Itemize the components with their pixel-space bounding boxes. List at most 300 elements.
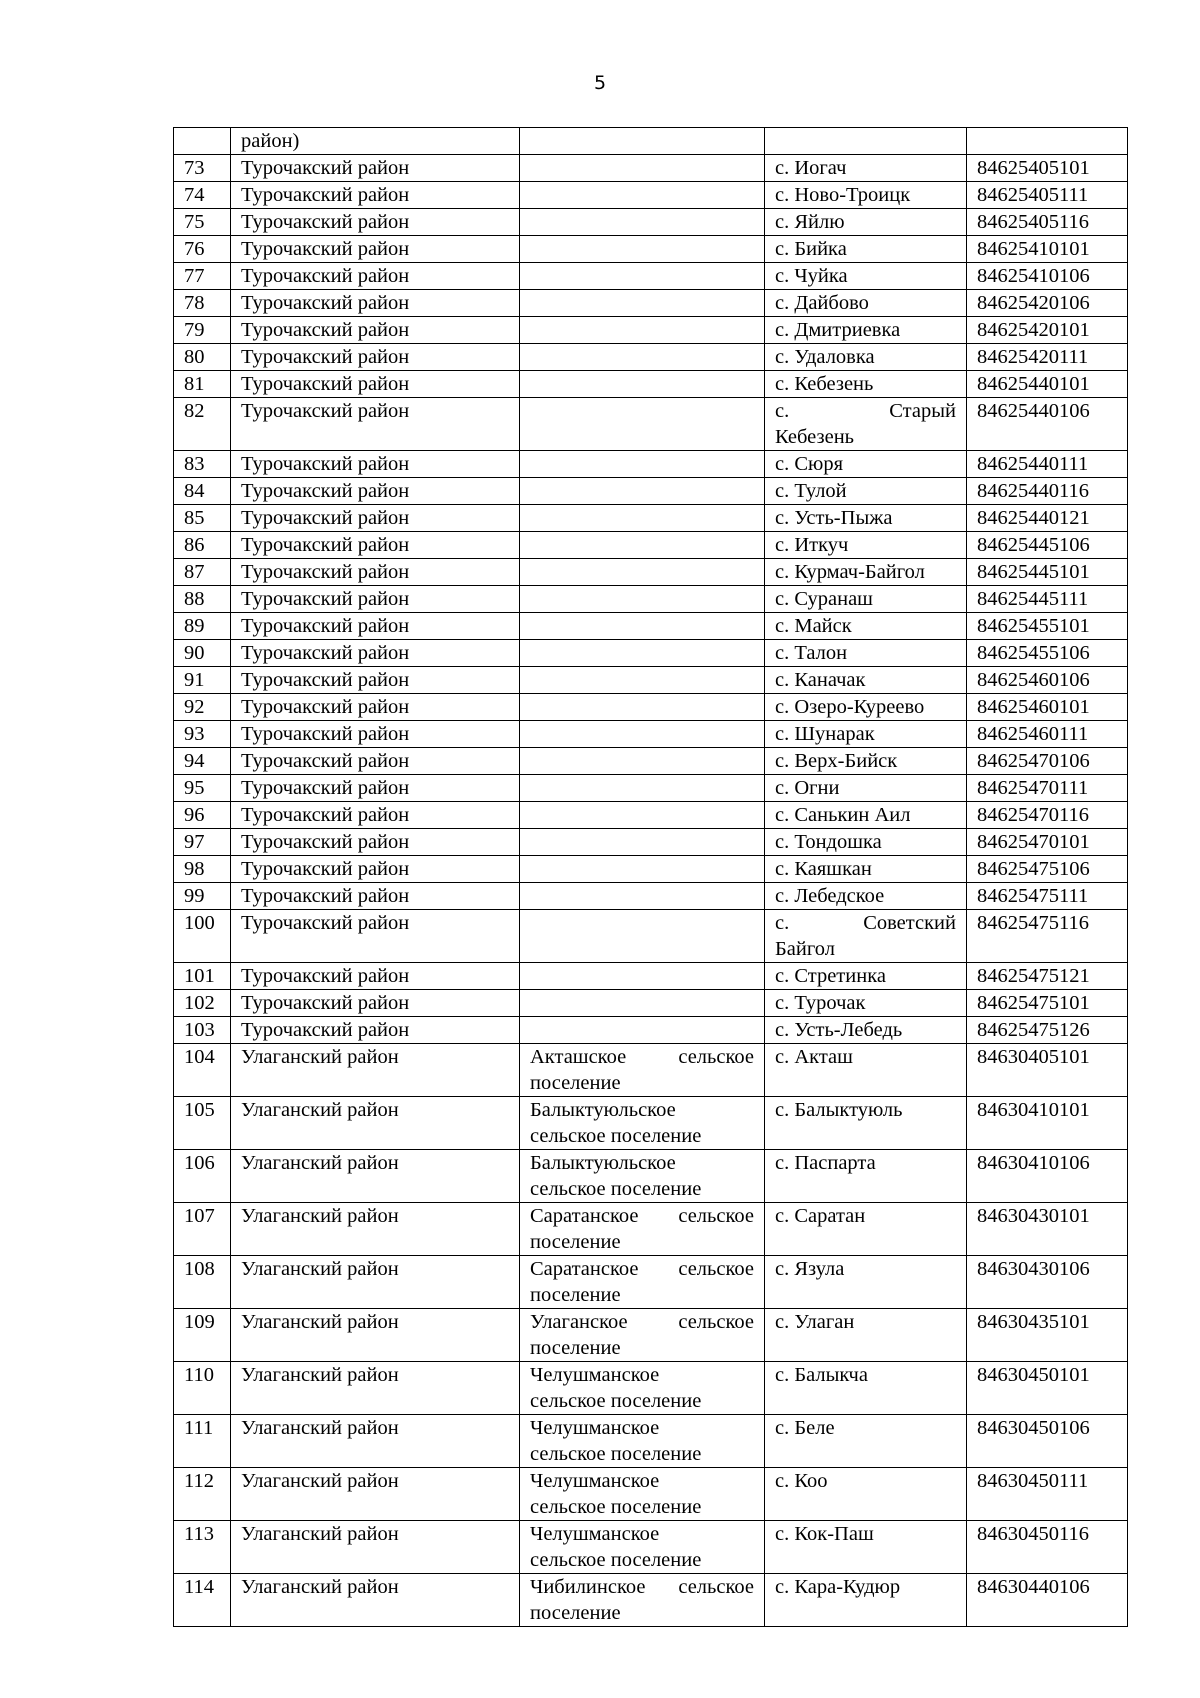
settlement-cell [520,1044,765,1097]
oktmo-code-cell: 84625455106 [967,640,1128,667]
settlement-line: Балыктуюльское [530,1099,676,1121]
village-cell: с. Талон [765,640,967,667]
district-cell: Турочакский район [231,317,520,344]
oktmo-code-cell: 84625445106 [967,532,1128,559]
oktmo-code-cell: 84630430101 [967,1203,1128,1256]
settlement-cell [520,317,765,344]
district-cell: Турочакский район [231,856,520,883]
district-cell: Турочакский район [231,910,520,963]
row-number: 73 [174,155,231,182]
row-number: 82 [174,398,231,451]
village-cell: с. Кебезень [765,371,967,398]
district-cell: Турочакский район [231,478,520,505]
district-cell: Улаганский район [231,1362,520,1415]
village-cell: с. Бийка [765,236,967,263]
row-number: 96 [174,802,231,829]
district-cell: район) [231,128,520,155]
settlement-cell [520,155,765,182]
settlement-cell [520,856,765,883]
oktmo-code-cell: 84625420101 [967,317,1128,344]
row-number: 91 [174,667,231,694]
village-cell: с. Дайбово [765,290,967,317]
settlement-cell [520,344,765,371]
district-cell: Турочакский район [231,1017,520,1044]
oktmo-code-cell: 84630450111 [967,1468,1128,1521]
settlement-cell [520,1017,765,1044]
village-cell: с. Улаган [765,1309,967,1362]
table-row [174,667,1128,694]
district-cell: Улаганский район [231,1468,520,1521]
row-number: 75 [174,209,231,236]
oktmo-code-cell: 84625475126 [967,1017,1128,1044]
village-cell: с. Курмач-Байгол [765,559,967,586]
settlement-cell [520,371,765,398]
oktmo-code-cell: 84625475116 [967,910,1128,963]
table-row [174,1097,1128,1150]
oktmo-code-cell: 84625470116 [967,802,1128,829]
district-cell: Улаганский район [231,1521,520,1574]
table-row [174,910,1128,963]
table-row [174,371,1128,398]
district-cell: Турочакский район [231,505,520,532]
settlement-cell [520,398,765,451]
row-number: 95 [174,775,231,802]
table-row [174,829,1128,856]
district-cell: Турочакский район [231,290,520,317]
row-number: 105 [174,1097,231,1150]
settlement-cell [520,1203,765,1256]
table-row [174,802,1128,829]
settlement-cell [520,748,765,775]
row-number: 108 [174,1256,231,1309]
settlement-line [530,1203,754,1229]
row-number: 77 [174,263,231,290]
settlement-cell [520,290,765,317]
table-row [174,613,1128,640]
row-number: 98 [174,856,231,883]
district-cell: Турочакский район [231,613,520,640]
table-row [174,532,1128,559]
oktmo-code-cell: 84625440101 [967,371,1128,398]
settlement-cell [520,1362,765,1415]
village-cell: с. Удаловка [765,344,967,371]
row-number: 83 [174,451,231,478]
table-row [174,963,1128,990]
settlements-table [173,127,1128,1627]
settlement-line: Челушманское [530,1523,660,1545]
village-cell: с. Каначак [765,667,967,694]
settlement-word: сельское [678,1311,754,1333]
village-cell: с. Беле [765,1415,967,1468]
row-number: 110 [174,1362,231,1415]
row-number: 84 [174,478,231,505]
row-number [174,128,231,155]
oktmo-code-cell: 84625440106 [967,398,1128,451]
table-row [174,559,1128,586]
village-word: с. [775,912,790,934]
village-cell [765,398,967,451]
oktmo-code-cell: 84630450101 [967,1362,1128,1415]
table-row [174,883,1128,910]
district-cell: Турочакский район [231,209,520,236]
village-cell: с. Верх-Бийск [765,748,967,775]
village-cell: с. Коо [765,1468,967,1521]
table-row [174,990,1128,1017]
oktmo-code-cell: 84625460111 [967,721,1128,748]
village-cell: с. Балыкча [765,1362,967,1415]
settlement-word: сельское [678,1576,754,1598]
table-row [174,1574,1128,1627]
settlement-cell [520,559,765,586]
village-cell: с. Тондошка [765,829,967,856]
settlement-line: поселение [530,1072,621,1094]
settlement-cell [520,586,765,613]
row-number: 102 [174,990,231,1017]
district-cell: Турочакский район [231,559,520,586]
village-cell: с. Лебедское [765,883,967,910]
table-row [174,344,1128,371]
settlement-line: поселение [530,1284,621,1306]
row-number: 78 [174,290,231,317]
district-cell: Турочакский район [231,775,520,802]
row-number: 90 [174,640,231,667]
district-cell: Турочакский район [231,694,520,721]
oktmo-code-cell: 84625420111 [967,344,1128,371]
row-number: 94 [174,748,231,775]
row-number: 109 [174,1309,231,1362]
table-row [174,451,1128,478]
village-cell: с. Сюря [765,451,967,478]
oktmo-code-cell: 84625470106 [967,748,1128,775]
district-cell: Турочакский район [231,586,520,613]
district-cell: Улаганский район [231,1415,520,1468]
village-cell: с. Санькин Аил [765,802,967,829]
table-row [174,586,1128,613]
settlement-word: Акташское [530,1046,627,1068]
table-body [174,128,1128,1627]
oktmo-code-cell: 84625410101 [967,236,1128,263]
village-word: Советский [863,912,956,934]
oktmo-code-cell: 84625440116 [967,478,1128,505]
village-cell: с. Язула [765,1256,967,1309]
settlement-cell [520,182,765,209]
row-number: 80 [174,344,231,371]
settlement-line: Балыктуюльское [530,1152,676,1174]
district-cell: Турочакский район [231,721,520,748]
settlement-word: Улаганское [530,1311,628,1333]
settlement-line [530,1256,754,1282]
settlement-line: Челушманское [530,1417,660,1439]
table-row [174,1309,1128,1362]
village-cell: с. Каяшкан [765,856,967,883]
village-cell: с. Усть-Пыжа [765,505,967,532]
district-cell: Турочакский район [231,802,520,829]
village-cell: с. Иогач [765,155,967,182]
settlement-cell [520,1521,765,1574]
district-cell: Улаганский район [231,1203,520,1256]
table-row [174,1044,1128,1097]
settlement-line: сельское поселение [530,1496,702,1518]
row-number: 81 [174,371,231,398]
settlement-word: сельское [678,1258,754,1280]
oktmo-code-cell: 84630435101 [967,1309,1128,1362]
settlement-cell [520,1150,765,1203]
settlement-cell [520,505,765,532]
district-cell: Турочакский район [231,640,520,667]
oktmo-code-cell: 84630430106 [967,1256,1128,1309]
settlement-word: Саратанское [530,1258,639,1280]
settlement-cell [520,236,765,263]
table-row [174,1362,1128,1415]
district-cell: Турочакский район [231,532,520,559]
row-number: 87 [174,559,231,586]
settlement-cell [520,1574,765,1627]
village-cell: с. Стретинка [765,963,967,990]
table-row [174,694,1128,721]
village-line [775,398,956,424]
village-cell: с. Иткуч [765,532,967,559]
table-row [174,1468,1128,1521]
village-line [775,910,956,936]
settlement-line: сельское поселение [530,1549,702,1571]
row-number: 111 [174,1415,231,1468]
table-row [174,721,1128,748]
table-row [174,290,1128,317]
table-row [174,478,1128,505]
settlement-line: поселение [530,1602,621,1624]
row-number: 76 [174,236,231,263]
district-cell: Турочакский район [231,155,520,182]
oktmo-code-cell: 84625475121 [967,963,1128,990]
oktmo-code-cell: 84630410106 [967,1150,1128,1203]
oktmo-code-cell: 84625455101 [967,613,1128,640]
settlement-line: сельское поселение [530,1178,702,1200]
settlement-line: сельское поселение [530,1443,702,1465]
table-row [174,317,1128,344]
row-number: 89 [174,613,231,640]
row-number: 107 [174,1203,231,1256]
table-row [174,155,1128,182]
village-line: Байгол [775,938,835,960]
oktmo-code-cell: 84630410101 [967,1097,1128,1150]
settlement-cell [520,802,765,829]
oktmo-code-cell: 84625405111 [967,182,1128,209]
settlement-cell [520,263,765,290]
row-number: 100 [174,910,231,963]
settlement-cell [520,1468,765,1521]
oktmo-code-cell: 84625440121 [967,505,1128,532]
oktmo-code-cell: 84625420106 [967,290,1128,317]
district-cell: Улаганский район [231,1256,520,1309]
table-row [174,1203,1128,1256]
district-cell: Турочакский район [231,990,520,1017]
table-row [174,398,1128,451]
settlement-cell [520,910,765,963]
district-cell: Турочакский район [231,371,520,398]
row-number: 99 [174,883,231,910]
oktmo-code-cell [967,128,1128,155]
oktmo-code-cell: 84625470111 [967,775,1128,802]
settlement-cell [520,451,765,478]
district-cell: Улаганский район [231,1044,520,1097]
row-number: 104 [174,1044,231,1097]
settlement-cell [520,1256,765,1309]
district-cell: Турочакский район [231,748,520,775]
village-cell: с. Майск [765,613,967,640]
oktmo-code-cell: 84630405101 [967,1044,1128,1097]
village-cell: с. Озеро-Куреево [765,694,967,721]
table-row [174,128,1128,155]
village-cell: с. Паспарта [765,1150,967,1203]
settlement-line: поселение [530,1337,621,1359]
settlement-word: Саратанское [530,1205,639,1227]
settlement-word: Чибилинское [530,1576,646,1598]
district-cell: Турочакский район [231,344,520,371]
settlement-cell [520,775,765,802]
oktmo-code-cell: 84625440111 [967,451,1128,478]
oktmo-code-cell: 84625460106 [967,667,1128,694]
settlement-line: сельское поселение [530,1125,702,1147]
table-row [174,1256,1128,1309]
settlement-line: сельское поселение [530,1390,702,1412]
village-line: Кебезень [775,426,855,448]
village-cell: с. Акташ [765,1044,967,1097]
settlement-line [530,1044,754,1070]
settlement-cell [520,209,765,236]
settlement-line: Челушманское [530,1364,660,1386]
oktmo-code-cell: 84625470101 [967,829,1128,856]
oktmo-code-cell: 84625405116 [967,209,1128,236]
settlement-cell [520,990,765,1017]
village-cell: с. Балыктуюль [765,1097,967,1150]
oktmo-code-cell: 84630440106 [967,1574,1128,1627]
page-number: 5 [593,72,607,94]
row-number: 103 [174,1017,231,1044]
district-cell: Турочакский район [231,667,520,694]
table-row [174,1521,1128,1574]
oktmo-code-cell: 84625445101 [967,559,1128,586]
village-cell: с. Кара-Кудюр [765,1574,967,1627]
row-number: 88 [174,586,231,613]
table-row [174,209,1128,236]
oktmo-code-cell: 84630450116 [967,1521,1128,1574]
row-number: 74 [174,182,231,209]
oktmo-code-cell: 84625460101 [967,694,1128,721]
settlement-cell [520,1097,765,1150]
oktmo-code-cell: 84625445111 [967,586,1128,613]
table-row [174,748,1128,775]
district-cell: Улаганский район [231,1097,520,1150]
village-cell: с. Тулой [765,478,967,505]
village-cell: с. Суранаш [765,586,967,613]
district-cell: Турочакский район [231,398,520,451]
table-row [174,236,1128,263]
row-number: 112 [174,1468,231,1521]
oktmo-code-cell: 84630450106 [967,1415,1128,1468]
settlement-cell [520,128,765,155]
settlement-cell [520,667,765,694]
row-number: 113 [174,1521,231,1574]
row-number: 79 [174,317,231,344]
district-cell: Улаганский район [231,1574,520,1627]
settlement-line [530,1574,754,1600]
row-number: 92 [174,694,231,721]
settlement-cell [520,694,765,721]
row-number: 101 [174,963,231,990]
table-row [174,856,1128,883]
district-cell: Улаганский район [231,1150,520,1203]
village-word: Старый [889,400,956,422]
village-cell: с. Яйлю [765,209,967,236]
district-cell: Турочакский район [231,182,520,209]
oktmo-code-cell: 84625475111 [967,883,1128,910]
district-cell: Турочакский район [231,263,520,290]
table-row [174,1415,1128,1468]
settlement-line: поселение [530,1231,621,1253]
table-row [174,182,1128,209]
village-cell: с. Турочак [765,990,967,1017]
village-cell: с. Чуйка [765,263,967,290]
settlement-line: Челушманское [530,1470,660,1492]
oktmo-code-cell: 84625405101 [967,155,1128,182]
village-cell [765,910,967,963]
settlement-line [530,1309,754,1335]
table-row [174,640,1128,667]
settlement-cell [520,721,765,748]
settlement-cell [520,1415,765,1468]
oktmo-code-cell: 84625410106 [967,263,1128,290]
village-word: с. [775,400,790,422]
settlement-cell [520,613,765,640]
settlement-word: сельское [678,1046,754,1068]
district-cell: Турочакский район [231,963,520,990]
row-number: 114 [174,1574,231,1627]
table-row [174,775,1128,802]
village-cell: с. Шунарак [765,721,967,748]
row-number: 86 [174,532,231,559]
settlement-cell [520,829,765,856]
table-row [174,263,1128,290]
district-cell: Улаганский район [231,1309,520,1362]
oktmo-code-cell: 84625475101 [967,990,1128,1017]
village-cell [765,128,967,155]
village-cell: с. Ново-Троицк [765,182,967,209]
district-cell: Турочакский район [231,883,520,910]
row-number: 97 [174,829,231,856]
table-row [174,1150,1128,1203]
settlement-cell [520,963,765,990]
oktmo-code-cell: 84625475106 [967,856,1128,883]
table-row [174,1017,1128,1044]
village-cell: с. Саратан [765,1203,967,1256]
district-cell: Турочакский район [231,236,520,263]
village-cell: с. Усть-Лебедь [765,1017,967,1044]
row-number: 93 [174,721,231,748]
village-cell: с. Кок-Паш [765,1521,967,1574]
settlement-cell [520,883,765,910]
row-number: 85 [174,505,231,532]
village-cell: с. Огни [765,775,967,802]
settlement-cell [520,640,765,667]
settlement-cell [520,1309,765,1362]
village-cell: с. Дмитриевка [765,317,967,344]
settlement-cell [520,478,765,505]
row-number: 106 [174,1150,231,1203]
district-cell: Турочакский район [231,451,520,478]
district-cell: Турочакский район [231,829,520,856]
settlement-word: сельское [678,1205,754,1227]
table-row [174,505,1128,532]
